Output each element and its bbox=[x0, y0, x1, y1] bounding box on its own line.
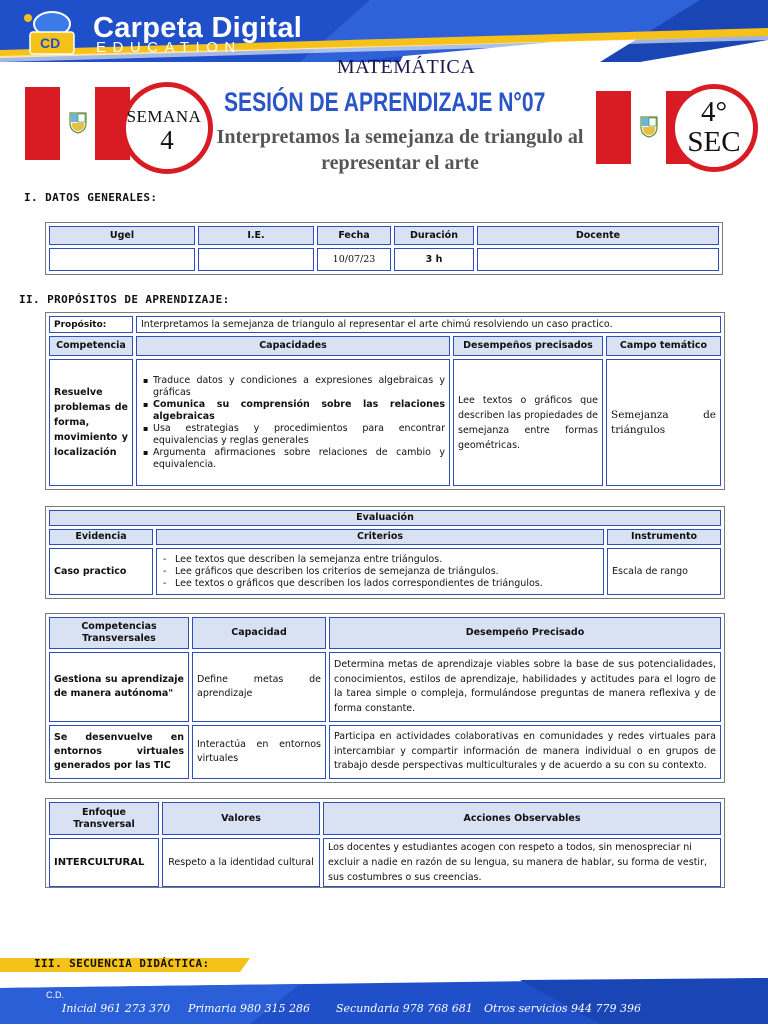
propositos-table bbox=[45, 312, 725, 490]
section-heading-secuencia: III. SECUENCIA DIDÁCTICA: bbox=[34, 957, 210, 970]
header-enfoque-transversal: Enfoque Transversal bbox=[49, 802, 159, 835]
proposito-label: Propósito: bbox=[49, 316, 133, 333]
capacidades-list-cell bbox=[136, 359, 450, 486]
criterio-item: - Lee gráficos que describen los criterios de semejanza de triángulos. bbox=[175, 566, 599, 578]
desempenos-value: Lee textos o gráficos que describen las propiedades de semejanza entre formas geométricas. bbox=[453, 359, 603, 486]
header-capacidades: Capacidades bbox=[136, 336, 450, 356]
datos-generales-table bbox=[45, 222, 723, 275]
peru-flag-left bbox=[25, 87, 130, 160]
header-docente: Docente bbox=[477, 226, 719, 245]
week-number: 4 bbox=[160, 125, 174, 155]
enfoque-table bbox=[45, 798, 725, 888]
capacidad-item: ▪ Comunica su comprensión sobre las relaciones algebraicas bbox=[153, 399, 445, 423]
header-ie: I.E. bbox=[198, 226, 314, 245]
footer-banner bbox=[0, 978, 768, 1024]
instrumento-value: Escala de rango bbox=[607, 548, 721, 595]
capacidad-item: ▪ Argumenta afirmaciones sobre relaciones de cambio y equivalencia. bbox=[153, 447, 445, 471]
criterios-cell bbox=[156, 548, 604, 595]
transversal-capacidad: Define metas de aprendizaje bbox=[192, 652, 326, 722]
evaluacion-title: Evaluación bbox=[49, 510, 721, 526]
header-criterios: Criterios bbox=[156, 529, 604, 545]
footer-background bbox=[0, 978, 768, 1024]
header-valores: Valores bbox=[162, 802, 320, 835]
grade-level: SEC bbox=[687, 126, 741, 158]
footer-contact-inicial: Inicial 961 273 370 bbox=[62, 1002, 171, 1015]
session-title: SESIÓN DE APRENDIZAJE N°07 bbox=[224, 87, 546, 117]
header-evidencia: Evidencia bbox=[49, 529, 153, 545]
criterio-item: - Lee textos o gráficos que describen los lados correspondientes de triángulos. bbox=[175, 578, 599, 590]
header-desempenos: Desempeños precisados bbox=[453, 336, 603, 356]
footer-contact-primaria: Primaria 980 315 286 bbox=[188, 1002, 310, 1015]
brand-tagline: EDUCATION bbox=[96, 39, 242, 56]
enfoque-value: INTERCULTURAL bbox=[49, 838, 159, 887]
week-label: SEMANA bbox=[126, 107, 202, 126]
header-fecha: Fecha bbox=[317, 226, 391, 245]
proposito-text: Interpretamos la semejanza de triangulo al representar el arte chimú resolviendo un caso practico. bbox=[136, 316, 721, 333]
competencia-value: Resuelve problemas de forma, movimiento y localización bbox=[49, 359, 133, 486]
header-ugel: Ugel bbox=[49, 226, 195, 245]
transversal-competencia: Gestiona su aprendizaje de manera autónoma" bbox=[49, 652, 189, 722]
transversales-table bbox=[45, 613, 725, 783]
header-instrumento: Instrumento bbox=[607, 529, 721, 545]
capacidad-item: ▪ Usa estrategias y procedimientos para encontrar equivalencias y reglas generales bbox=[153, 423, 445, 447]
header-duracion: Duración bbox=[394, 226, 474, 245]
docente-value bbox=[477, 248, 719, 271]
brand-name: Carpeta Digital bbox=[93, 12, 303, 44]
capacidad-item: ▪ Traduce datos y condiciones a expresiones algebraicas y gráficas bbox=[153, 375, 445, 399]
transversal-desempeno: Participa en actividades colaborativas en comunidades y redes virtuales para intercambiar y compartir información de manera individual o en grupos de trabajo desde perspectivas multiculturales y de acuerdo a su con su contexto. bbox=[329, 725, 721, 779]
coat-of-arms-icon bbox=[639, 115, 659, 139]
header-acciones-observables: Acciones Observables bbox=[323, 802, 721, 835]
transversal-desempeno: Determina metas de aprendizaje viables sobre la base de sus potencialidades, conocimientos, estilos de aprendizaje, habilidades y actitudes para el logro de la tarea simple o compleja, formulándose preguntas de manera reflexiva y de forma constante. bbox=[329, 652, 721, 722]
campo-tematico-value: Semejanza de triángulos bbox=[606, 359, 721, 486]
acciones-value: Los docentes y estudiantes acogen con respeto a todos, sin menospreciar ni excluir a nadie en razón de su lengua, su manera de hablar, su forma de vestir, sus costumbres o sus creencias. bbox=[323, 838, 721, 887]
ie-value bbox=[198, 248, 314, 271]
fecha-value: 10/07/23 bbox=[317, 248, 391, 271]
cd-logo-icon bbox=[16, 8, 88, 56]
grade-number: 4° bbox=[700, 96, 728, 128]
header-capacidad: Capacidad bbox=[192, 617, 326, 649]
header-competencias-transversales: Competencias Transversales bbox=[49, 617, 189, 649]
header-banner bbox=[0, 0, 768, 62]
session-subtitle: Interpretamos la semejanza de triangulo al representar el arte bbox=[216, 126, 584, 174]
coat-of-arms-icon bbox=[68, 111, 88, 135]
header-desempeno-precisado: Desempeño Precisado bbox=[329, 617, 721, 649]
capacidades-list bbox=[141, 375, 445, 471]
footer-contact-secundaria: Secundaria 978 768 681 bbox=[336, 1002, 473, 1015]
evaluacion-table bbox=[45, 506, 725, 599]
criterios-list bbox=[161, 554, 599, 590]
transversal-competencia: Se desenvuelve en entornos virtuales generados por las TIC bbox=[49, 725, 189, 779]
criterio-item: - Lee textos que describen la semejanza entre triángulos. bbox=[175, 554, 599, 566]
header-campo-tematico: Campo temático bbox=[606, 336, 721, 356]
ugel-value bbox=[49, 248, 195, 271]
section-heading-datos: I. DATOS GENERALES: bbox=[24, 191, 158, 204]
transversal-capacidad: Interactúa en entornos virtuales bbox=[192, 725, 326, 779]
cd-logo-badge: CD bbox=[40, 35, 61, 51]
header-competencia: Competencia bbox=[49, 336, 133, 356]
grade-badge bbox=[670, 84, 758, 172]
duracion-value: 3 h bbox=[394, 248, 474, 271]
valores-value: Respeto a la identidad cultural bbox=[162, 838, 320, 887]
footer-badge: C.D. bbox=[46, 990, 64, 1000]
section-heading-propositos: II. PROPÓSITOS DE APRENDIZAJE: bbox=[19, 293, 230, 306]
footer-contact-otros: Otros servicios 944 779 396 bbox=[484, 1002, 642, 1015]
evidencia-value: Caso practico bbox=[49, 548, 153, 595]
subject-title: MATEMÁTICA bbox=[336, 56, 476, 78]
